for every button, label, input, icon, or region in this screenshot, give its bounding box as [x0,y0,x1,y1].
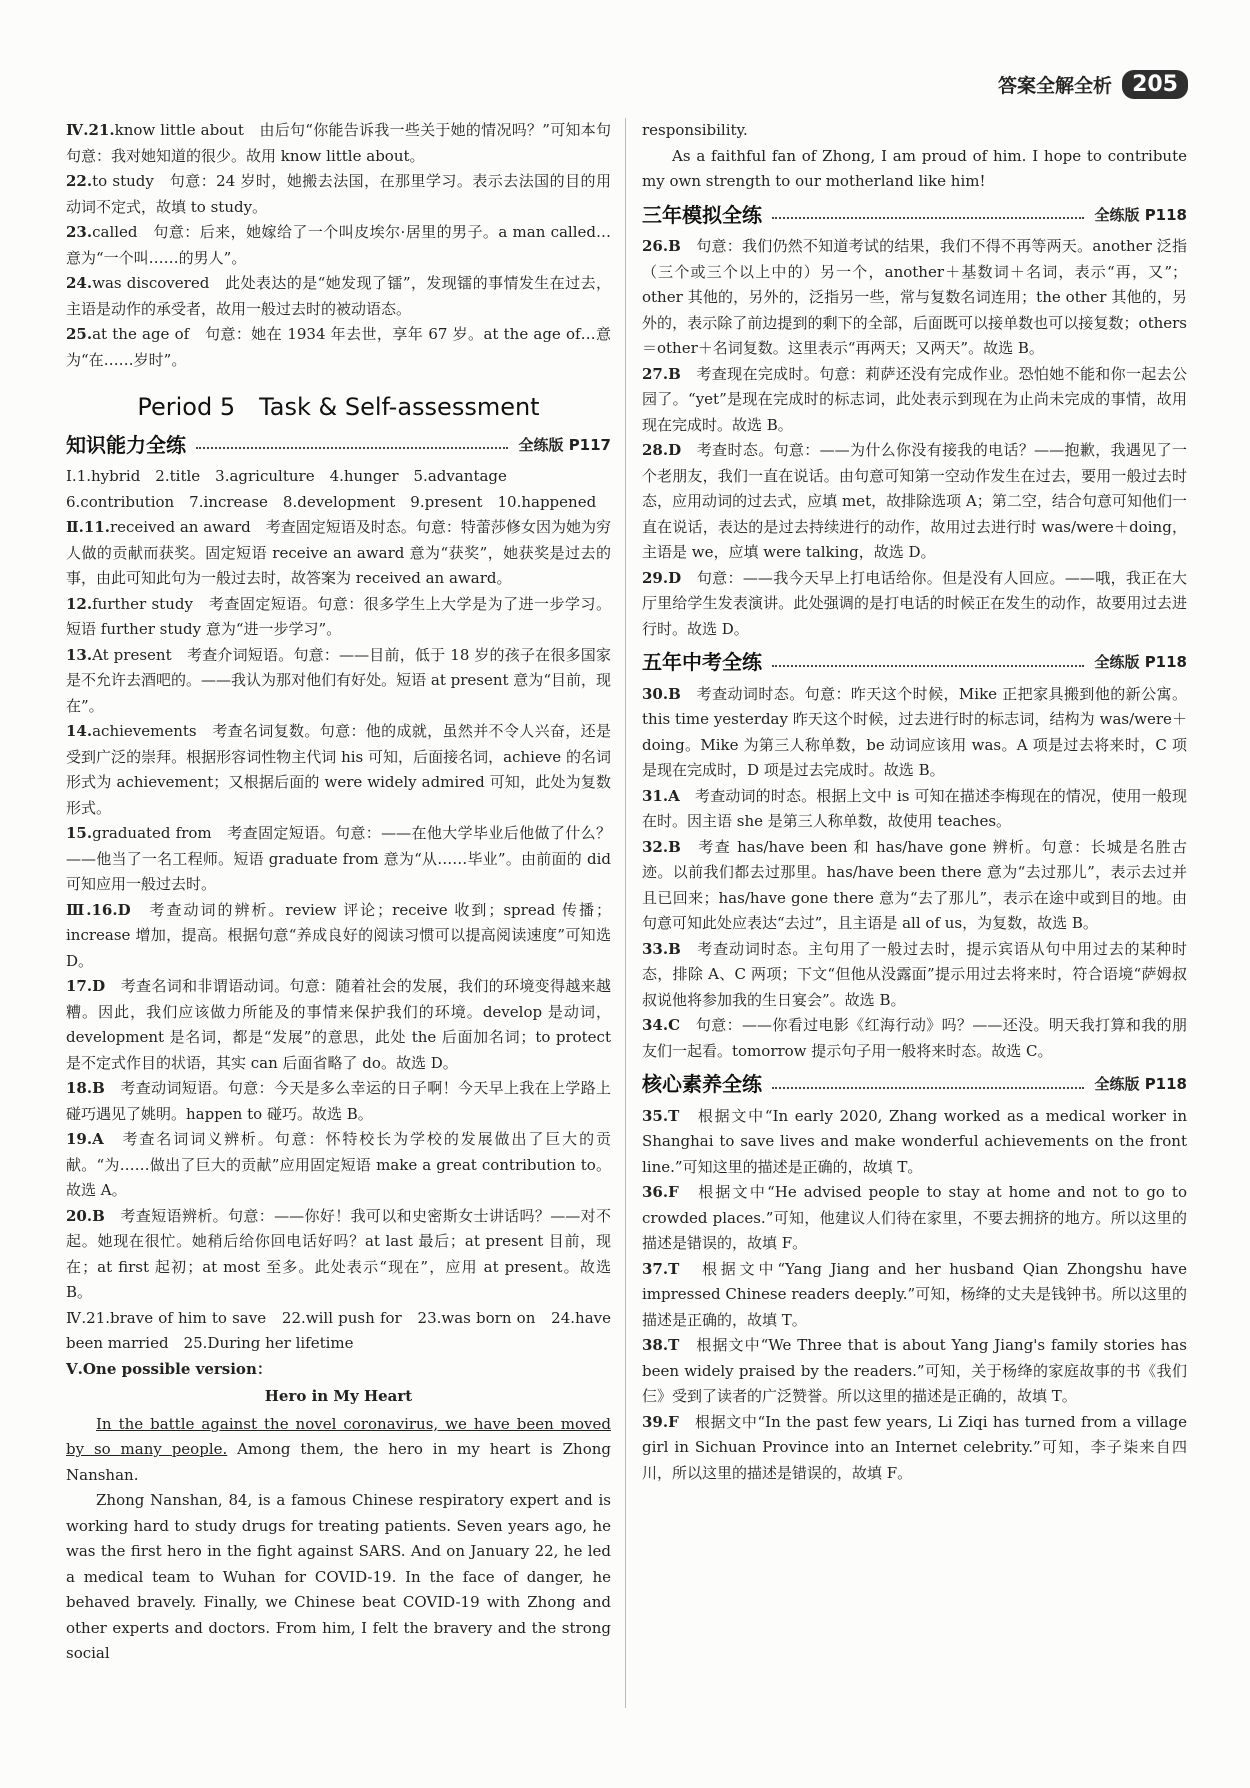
page-header-title: 答案全解全析 [998,75,1113,97]
section-ref: 全练版 P118 [1094,205,1187,224]
answer-item: 12.further study 考查固定短语。句意：很多学生上大学是为了进一步学习。短语 further study 意为“进一步学习”。 [66,594,611,638]
answer-item: 24.was discovered 此处表达的是“她发现了镭”，发现镭的事情发生在过去，主语是动作的承受者，故用一般过去时的被动语态。 [66,274,611,318]
essay-paragraph: In the battle against the novel coronavirus, we have been moved by so many people. Among them, the hero in my heart is Zhong Nanshan. [66,1414,611,1484]
dotted-leader [772,665,1084,667]
section-label: 五年中考全练 [642,650,762,674]
answer-item: 17.D 考查名词和非谓语动词。句意：随着社会的发展，我们的环境变得越来越糟。因此，我们应该做力所能及的事情来保护我们的环境。develop 是动词，development 是名词，都是“发展”的意思，此处 the 后面加名词；to protect 是不定式作目的状语，其实 can 后面省略了 do。故选 D。 [66,977,611,1072]
answer-item: Ⅲ.16.D 考查动词的辨析。review 评论；receive 收到；spread 传播；increase 增加，提高。根据句意“养成良好的阅读习惯可以提高阅读速度”可知选 D。 [66,900,611,970]
right-column [642,118,1187,1486]
section-head-knowledge [66,433,611,459]
answer-item: 14.achievements 考查名词复数。句意：他的成就，虽然并不令人兴奋，还是受到广泛的崇拜。根据形容词性物主代词 his 可知，后面接名词，achieve 的名词形式为 achievement；又根据后面的 were widely admired 可知，此处为复数形式。 [66,722,611,817]
answer-item: 25.at the age of 句意：她在 1934 年去世，享年 67 岁。at the age of…意为“在……岁时”。 [66,325,611,369]
section-label: 三年模拟全练 [642,202,762,227]
section-head-three-year [642,203,1187,229]
answer-item: 38.T 根据文中“We Three that is about Yang Jiang's family stories has been widely praised by the readers.”可知，关于杨绛的家庭故事的书《我们仨》受到了读者的广泛赞誉。所以这里的描述是正确的，故填 T。 [642,1336,1187,1405]
column-divider [625,118,626,1708]
section-label: 知识能力全练 [66,432,186,457]
answer-item: 30.B 考查动词时态。句意：昨天这个时候，Mike 正把家具搬到他的新公寓。this time yesterday 昨天这个时候，过去进行时的标志词，结构为 was/were＋doing。Mike 为第三人称单数，be 动词应该用 was。A 项是过去将来时，C 项是现在完成时，D 项是过去完成时。故选 B。 [642,684,1187,779]
period-title: Period 5 Task & Self-assessment [137,393,540,421]
answer-group-iv-a [66,118,611,373]
section-ref: 全练版 P118 [1094,1075,1187,1093]
answer-line: Ⅰ.1.hybrid 2.title 3.agriculture 4.hunger 5.advantage [66,467,507,485]
section-ref: 全练版 P118 [1094,653,1187,671]
answer-item: 39.F 根据文中“In the past few years, Li Ziqi has turned from a village girl in Sichuan Province into an Internet celebrity.”可知，李子柒来自四川，所以这里的描述是错误的，故填 F。 [642,1412,1187,1482]
answer-item: 29.D 句意：——我今天早上打电话给你。但是没有人回应。——哦，我正在大厅里给学生发表演讲。此处强调的是打电话的时候正在发生的动作，故要用过去进行时。故选 D。 [642,568,1187,638]
page-number: 205 [1122,70,1188,99]
answer-item: 20.B 考查短语辨析。句意：——你好！我可以和史密斯女士讲话吗？——对不起。她现在很忙。她稍后给你回电话好吗？at last 最后；at present 目前，现在；at first 起初；at most 至多。此处表示“现在”，应用 at present。故选 B。 [66,1206,611,1301]
dotted-leader [772,1087,1084,1089]
answer-item: 26.B 句意：我们仍然不知道考试的结果，我们不得不再等两天。another 泛指（三个或三个以上中的）另一个，another＋基数词＋名词，表示“再，又”；other 其他的，另外的，泛指另一些，常与复数名词连用；the other 其他的，另外的，表示除了前边提到的剩下的全部，后面既可以接单数也可以接复数；others＝other＋名词复数。这里表示“再两天；又两天”。故选 B。 [642,237,1187,357]
answer-item: 32.B 考查 has/have been 和 has/have gone 辨析。句意：长城是名胜古迹。以前我们都去过那里。has/have been there 意为“去过那儿”，表示去过并且已回来；has/have gone there 意为“去了那儿”，表示在途中或到目的地。由句意可知此处应表达“去过”，且主语是 all of us，为复数，故选 B。 [642,837,1187,932]
answer-item: 37.T 根据文中“Yang Jiang and her husband Qian Zhongshu have impressed Chinese readers deeply.”可知，杨绛的丈夫是钱钟书。所以这里的描述是正确的，故填 T。 [642,1259,1187,1329]
essay-paragraph: Zhong Nanshan, 84, is a famous Chinese respiratory expert and is working hard to study drugs for treating patients. Seven years ago, he was the first hero in the fight against SARS. And on January 22, he led a medical team to Wuhan for COVID-19. In the face of danger, he behaved bravely. Finally, we Chinese beat COVID-19 with Zhong and other experts and doctors. From him, I felt the bravery and the strong social [66,1491,611,1662]
dotted-leader [772,217,1084,219]
answer-item: 22.to study 句意：24 岁时，她搬去法国，在那里学习。表示去法国的目的用动词不定式，故填 to study。 [66,172,611,216]
answer-item: Ⅳ.21.know little about 由后句“你能告诉我一些关于她的情况吗？”可知本句句意：我对她知道的很少。故用 know little about。 [66,121,612,165]
answer-item: 15.graduated from 考查固定短语。句意：——在他大学毕业后他做了什么？——他当了一名工程师。短语 graduate from 意为“从……毕业”。由前面的 did 可知应用一般过去时。 [66,824,611,893]
answer-item: 28.D 考查时态。句意：——为什么你没有接我的电话？——抱歉，我遇见了一个老朋友，我们一直在说话。由句意可知第一空动作发生在过去，要用一般过去时态，应用动词的过去式，应填 met，故排除选项 A；第二空，结合句意可知他们一直在说话，表达的是过去持续进行的动作，故用过去进行时 was/were＋doing，主语是 we，应填 were talking，故选 D。 [642,441,1187,561]
answer-item: 27.B 考查现在完成时。句意：莉萨还没有完成作业。恐怕她不能和你一起去公园了。“yet”是现在完成时的标志词，此处表示到现在为止尚未完成的事情，故用现在完成时。故选 B。 [642,364,1187,434]
answer-line: 6.contribution 7.increase 8.development 9.present 10.happened [66,492,597,511]
section-head-five-year [642,650,1187,676]
answer-item: 19.A 考查名词词义辨析。句意：怀特校长为学校的发展做出了巨大的贡献。“为……做出了巨大的贡献”应用固定短语 make a great contribution to。故选 A。 [66,1130,611,1199]
left-column [66,118,611,1667]
essay-paragraph: As a faithful fan of Zhong, I am proud of him. I hope to contribute my own strength to our motherland like him! [642,146,1187,190]
answer-item: 23.called 句意：后来，她嫁给了一个叫皮埃尔·居里的男子。a man called…意为“一个叫……的男人”。 [66,223,611,267]
page-header [998,70,1188,99]
answer-line: Ⅳ.21.brave of him to save 22.will push for 23.was born on 24.have been married 25.During her lifetime [66,1308,611,1352]
answer-item: 36.F 根据文中“He advised people to stay at home and not to go to crowded places.”可知，他建议人们待在家里，不要去拥挤的地方。所以这里的描述是错误的，故填 F。 [642,1183,1187,1252]
answer-group-iii [66,898,611,1306]
section-head-core-literacy [642,1072,1187,1098]
answer-item: 33.B 考查动词时态。主句用了一般过去时，提示宾语从句中用过去的某种时态，排除 A、C 两项；下文“但他从没露面”提示用过去将来时，符合语境“萨姆叔叔说他将参加我的生日宴会”。故选 B。 [642,939,1187,1009]
answer-item: 18.B 考查动词短语。句意：今天是多么幸运的日子啊！今天早上我在上学路上碰巧遇见了姚明。happen to 碰巧。故选 B。 [66,1079,611,1123]
section-label: 核心素养全练 [642,1072,762,1096]
answer-item: 35.T 根据文中“In early 2020, Zhang worked as a medical worker in Shanghai to save lives and make wonderful achievements on the front line.”可知这里的描述是正确的，故填 T。 [642,1106,1187,1176]
essay-title: Hero in My Heart [264,1387,413,1405]
section-ref: 全练版 P117 [518,435,611,454]
answer-item: 13.At present 考查介词短语。句意：——目前，低于 18 岁的孩子在很多国家是不允许去酒吧的。——我认为那对他们有好处。短语 at present 意为“目前，现在”。 [66,645,611,715]
answer-item: 31.A 考查动词的时态。根据上文中 is 可知在描述李梅现在的情况，使用一般现在时。因主语 she 是第三人称单数，故使用 teaches。 [642,786,1187,830]
essay-label: Ⅴ.One possible version： [66,1359,272,1378]
answer-group-ii [66,515,611,898]
essay-paragraph: responsibility. [642,121,748,139]
answer-item: 34.C 句意：——你看过电影《红海行动》吗？——还没。明天我打算和我的朋友们一起看。tomorrow 提示句子用一般将来时态。故选 C。 [642,1016,1187,1060]
dotted-leader [196,447,508,449]
answer-item: Ⅱ.11.received an award 考查固定短语及时态。句意：特蕾莎修女因为她为穷人做的贡献而获奖。固定短语 receive an award 意为“获奖”，她获奖是过去的事，由此可知此句为一般过去时，故答案为 received an award。 [66,518,612,587]
